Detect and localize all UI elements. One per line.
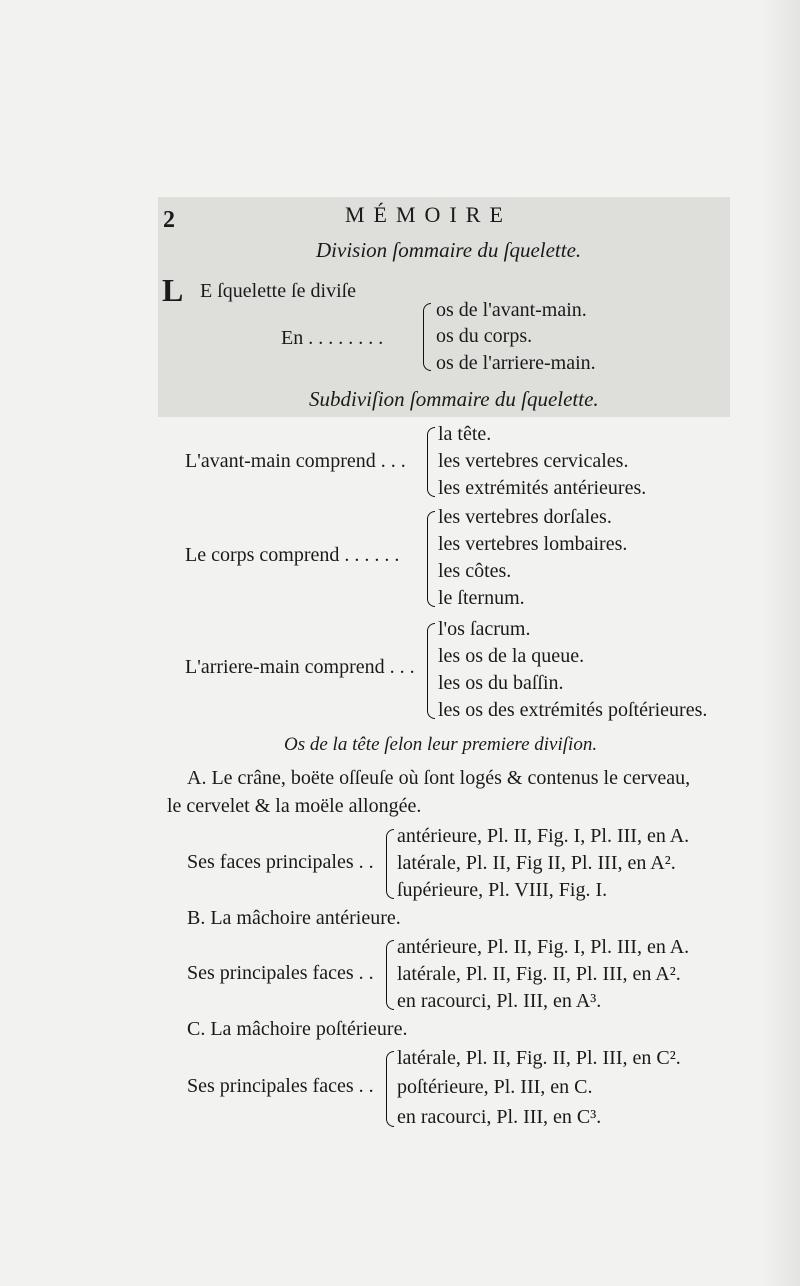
machoire-posterieure-faces-label: Ses principales faces . . — [187, 1075, 374, 1097]
arriere-main-item: les os des extrémités poſtérieures. — [438, 699, 708, 721]
corps-item: les vertebres lombaires. — [438, 533, 628, 555]
division-label: En . . . . . . . . — [281, 327, 384, 349]
machoire-posterieure-face-item: en racourci, Pl. III, en C³. — [397, 1106, 602, 1128]
brace-corps — [427, 511, 435, 607]
brace-avant-main — [427, 427, 435, 497]
corps-item: les vertebres dorſales. — [438, 506, 612, 528]
crane-face-item: latérale, Pl. II, Fig II, Pl. III, en A². — [397, 852, 676, 874]
division-item: os de l'arriere-main. — [436, 352, 596, 374]
machoire-anterieure-face-item: latérale, Pl. II, Fig. II, Pl. III, en A². — [397, 963, 681, 985]
brace-division — [423, 303, 431, 371]
avant-main-label: L'avant-main comprend . . . — [185, 450, 406, 472]
heading-subdivision: Subdiviſion ſommaire du ſquelette. — [309, 387, 599, 411]
intro-text: E ſquelette ſe diviſe — [200, 280, 357, 302]
brace-arriere-main — [427, 623, 435, 719]
avant-main-item: les vertebres cervicales. — [438, 450, 629, 472]
crane-faces-label: Ses faces principales . . — [187, 851, 374, 873]
heading-division: Division ſommaire du ſquelette. — [316, 238, 582, 262]
brace-machoire-posterieure — [386, 1051, 394, 1127]
machoire-posterieure-face-item: latérale, Pl. II, Fig. II, Pl. III, en C². — [397, 1047, 681, 1069]
corps-item: le ſternum. — [438, 587, 525, 609]
machoire-anterieure-face-item: en racourci, Pl. III, en A³. — [397, 990, 602, 1012]
heading-tete: Os de la tête ſelon leur premiere diviſion. — [284, 734, 598, 755]
page-number: 2 — [163, 207, 175, 233]
crane-face-item: antérieure, Pl. II, Fig. I, Pl. III, en A. — [397, 825, 690, 847]
corps-label: Le corps comprend . . . . . . — [185, 544, 400, 566]
arriere-main-item: les os du baſſin. — [438, 672, 564, 694]
drop-cap: L — [162, 272, 184, 308]
crane-paragraph-line1: A. Le crâne, boëte oſſeuſe où ſont logés & contenus le cerveau, — [187, 767, 691, 789]
machoire-anterieure-heading: B. La mâchoire antérieure. — [187, 907, 401, 929]
brace-machoire-anterieure — [386, 940, 394, 1010]
corps-item: les côtes. — [438, 560, 512, 582]
brace-crane-faces — [386, 829, 394, 899]
arriere-main-item: les os de la queue. — [438, 645, 585, 667]
machoire-anterieure-faces-label: Ses principales faces . . — [187, 962, 374, 984]
machoire-posterieure-heading: C. La mâchoire poſtérieure. — [187, 1018, 408, 1040]
machoire-anterieure-face-item: antérieure, Pl. II, Fig. I, Pl. III, en A. — [397, 936, 690, 958]
crane-face-item: ſupérieure, Pl. VIII, Fig. I. — [397, 879, 608, 901]
arriere-main-label: L'arriere-main comprend . . . — [185, 656, 415, 678]
machoire-posterieure-face-item: poſtérieure, Pl. III, en C. — [397, 1076, 593, 1098]
division-item: os du corps. — [436, 325, 533, 347]
crane-paragraph-line2: le cervelet & la moële allongée. — [167, 795, 422, 817]
avant-main-item: la tête. — [438, 423, 492, 445]
division-item: os de l'avant-main. — [436, 299, 587, 321]
running-head: MÉMOIRE — [345, 202, 512, 227]
arriere-main-item: l'os ſacrum. — [438, 618, 531, 640]
avant-main-item: les extrémités antérieures. — [438, 477, 647, 499]
page-edge-shadow — [760, 0, 800, 1286]
